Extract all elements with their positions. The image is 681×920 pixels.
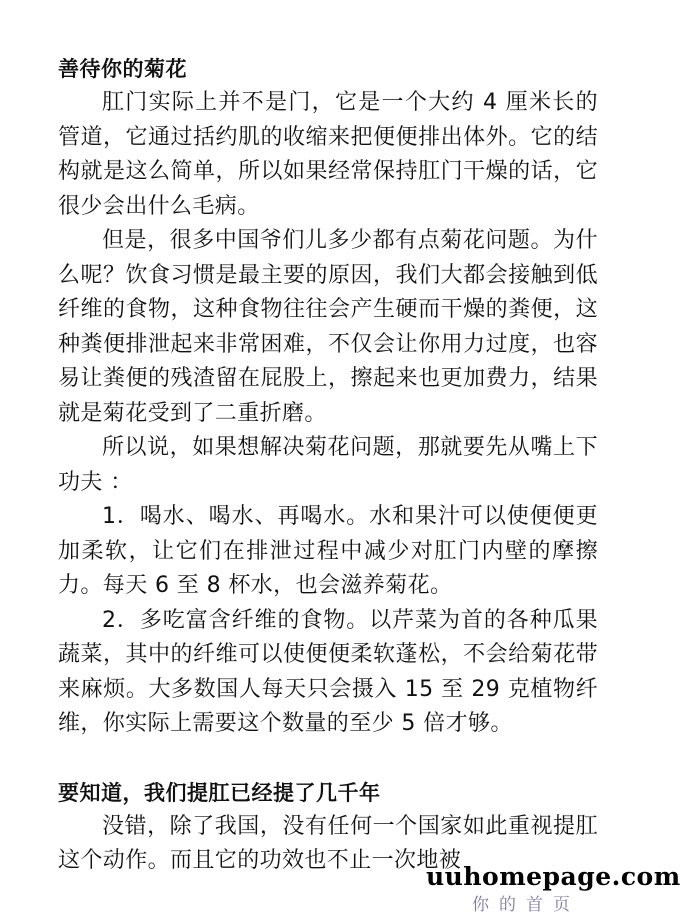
paragraph: 所以说，如果想解决菊花问题，那就要先从嘴上下功夫 ： [58,435,598,495]
article-body [58,52,598,879]
section-spacer [58,742,598,776]
watermark-url: uuhomepage.com [426,862,681,891]
site-watermark [426,862,681,916]
paragraph: 没错，除了我国，没有任何一个国家如此重视提肛这个动作。而且它的功效也不止一次地被 [58,813,598,873]
watermark-subtitle: 你的首页 [472,895,580,915]
list-item-paragraph: 2．多吃富含纤维的食物。以芹菜为首的各种瓜果蔬菜，其中的纤维可以使便便柔软蓬松，不会给菊花带来麻烦。大多数国人每天只会摄入 15 至 29 克植物纤维，你实际上需要这个数量的至少 5 倍才够。 [58,607,598,736]
paragraph: 但是，很多中国爷们儿多少都有点菊花问题。为什么呢？饮食习惯是最主要的原因，我们大都会接触到低纤维的食物，这种食物往往会产生硬而干燥的粪便，这种粪便排泄起来非常困难，不仅会让你用力过度，也容易让粪便的残渣留在屁股上，擦起来也更加费力，结果就是菊花受到了二重折磨。 [58,228,598,426]
section-title: 要知道，我们提肛已经提了几千年 [58,780,381,805]
list-item-paragraph: 1．喝水、喝水、再喝水。水和果汁可以使便便更加柔软，让它们在排泄过程中减少对肛门内壁的摩擦力。每天 6 至 8 杯水，也会滋养菊花。 [58,504,598,598]
section-title: 善待你的菊花 [58,57,187,81]
paragraph: 肛门实际上并不是门，它是一个大约 4 厘米长的管道，它通过括约肌的收缩来把便便排出体外。它的结构就是这么简单，所以如果经常保持肛门干燥的话，它很少会出什么毛病。 [58,90,598,219]
